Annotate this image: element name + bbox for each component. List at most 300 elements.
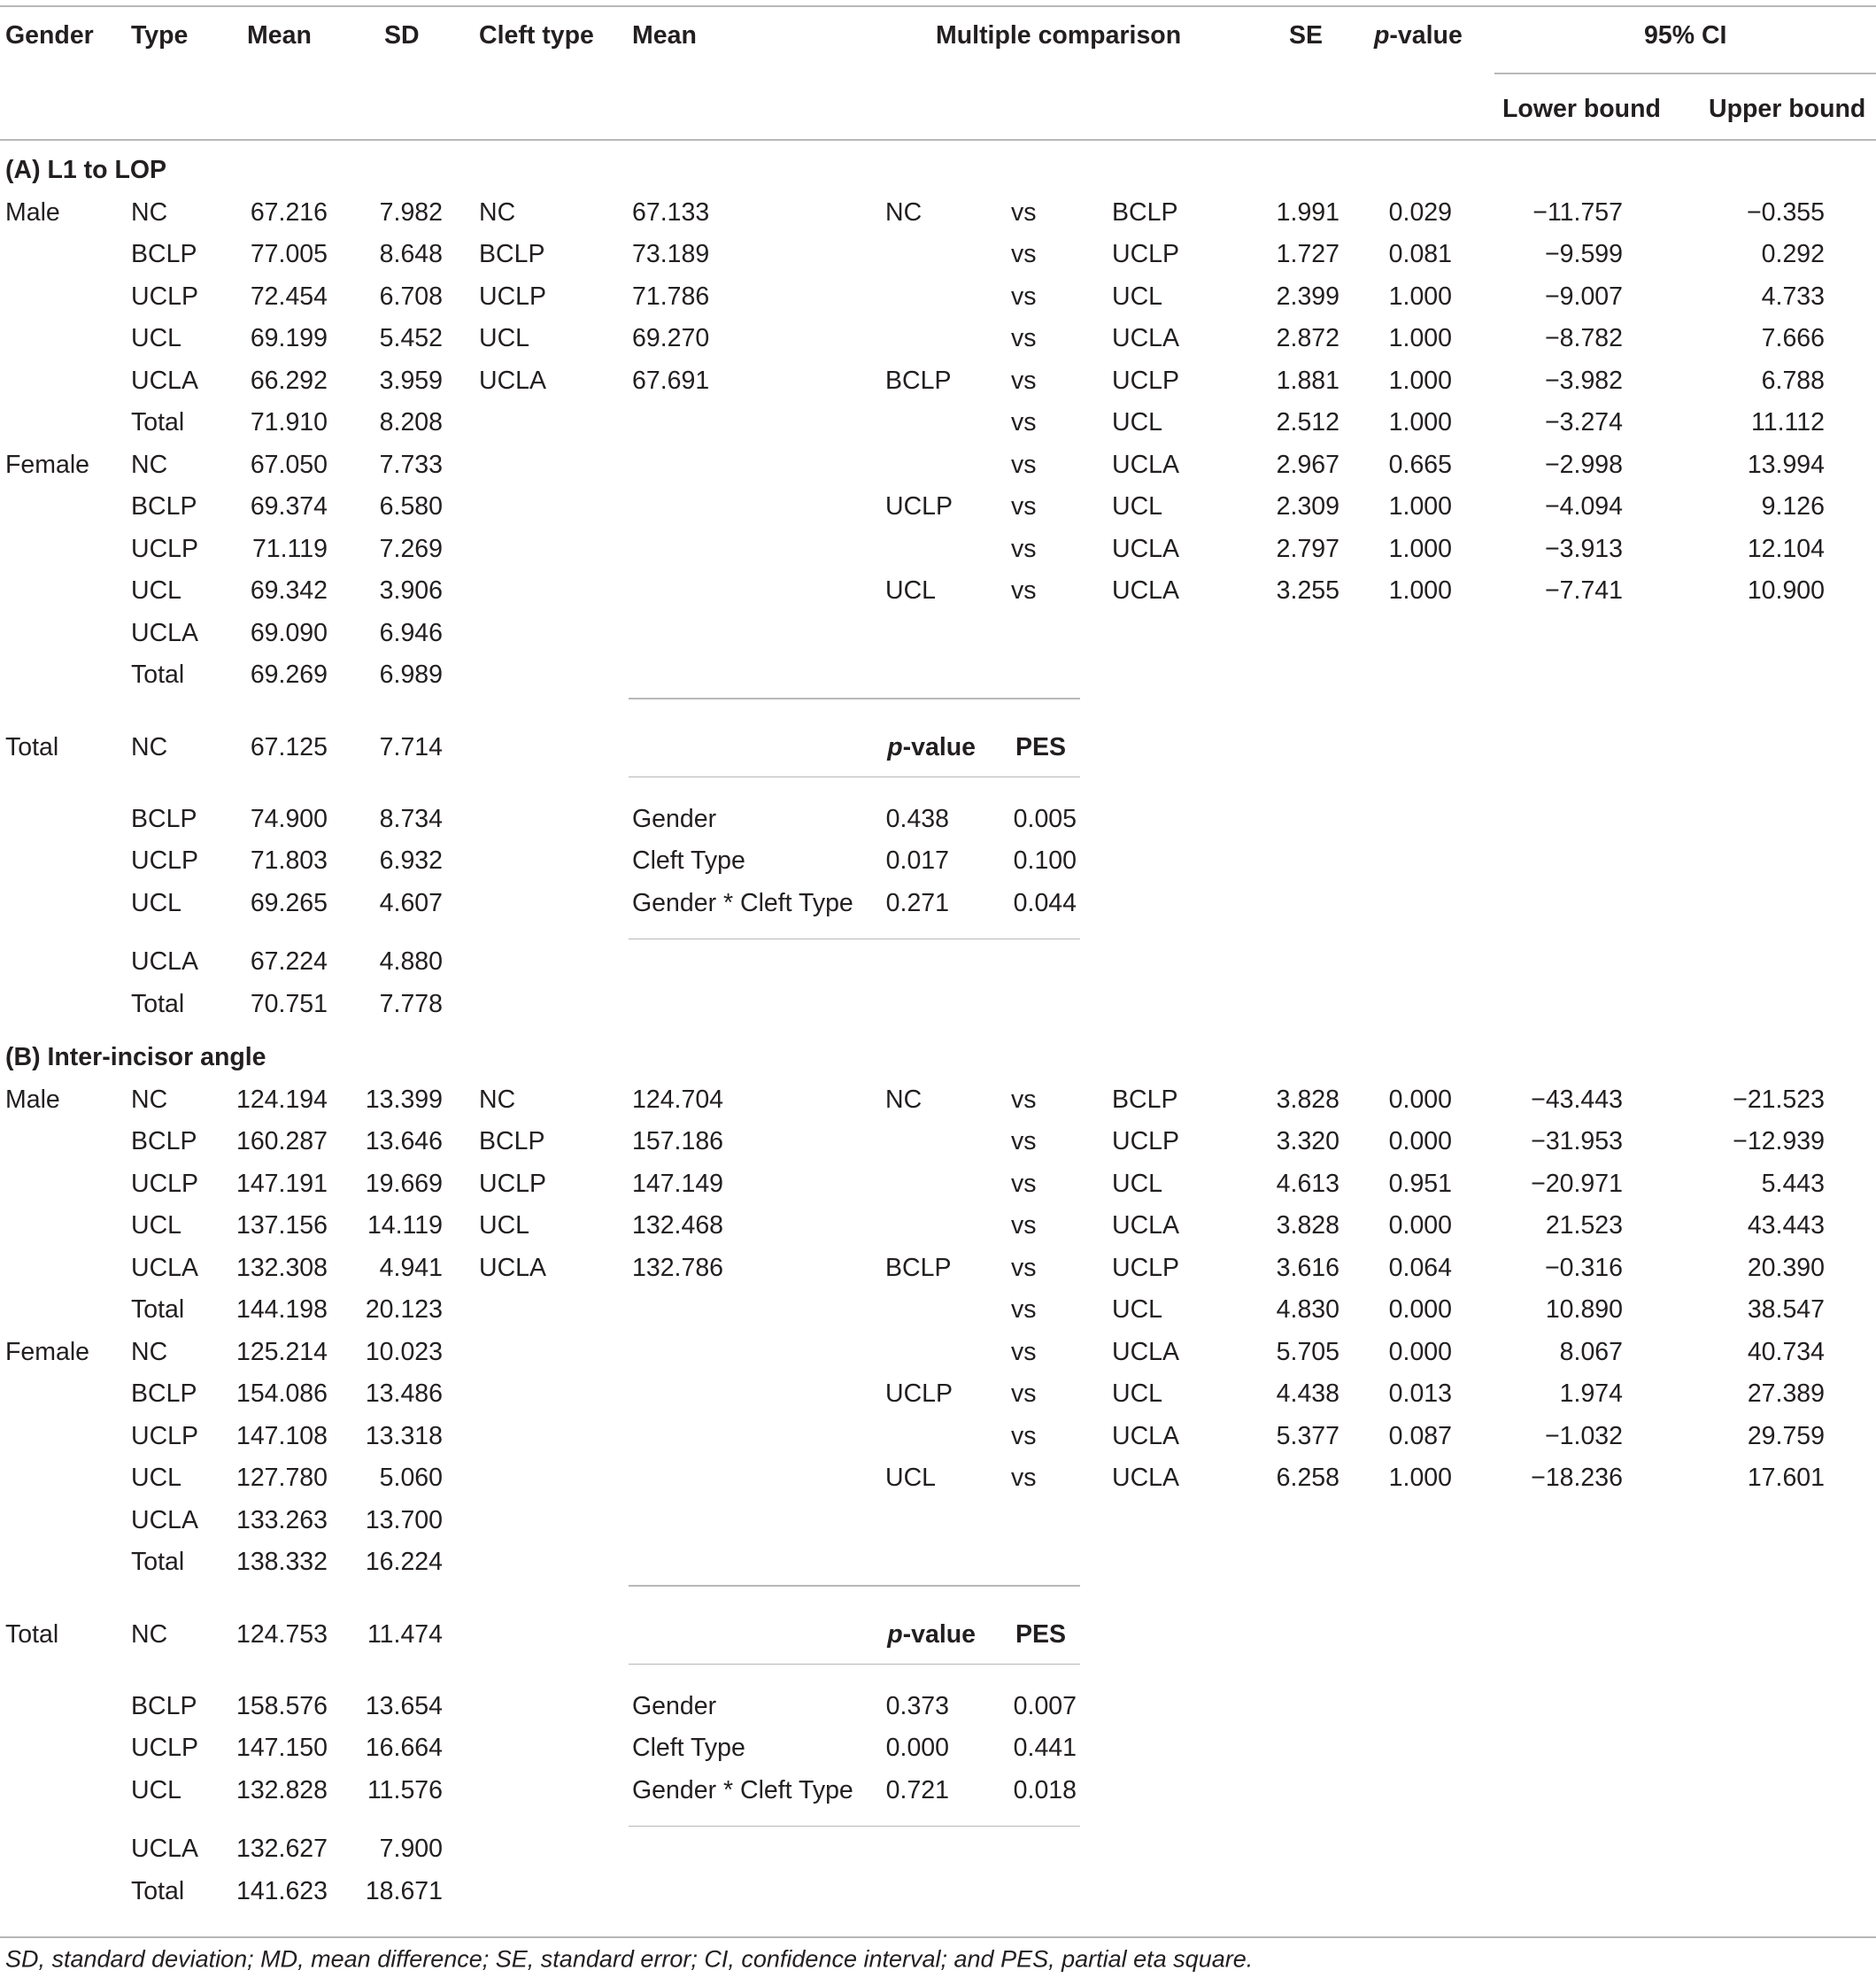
comparison-group-b: UCLA [1112,534,1180,563]
comparison-vs: vs [1011,1126,1037,1155]
anova-header-rule [629,1664,1080,1665]
sd-cell: 11.474 [367,1619,443,1649]
cleft-mean-cell: 157.186 [632,1126,724,1155]
se-cell: 1.881 [1276,366,1339,395]
lower-bound-cell: −3.274 [1545,407,1623,437]
cleft-type-cell: NC [479,197,516,227]
comparison-group-b: UCLA [1112,1210,1180,1240]
cleft-mean-cell: 73.189 [632,239,710,268]
mean-cell: 69.342 [250,576,328,605]
comparison-vs: vs [1011,407,1037,437]
cleft-type-cell: UCLP [479,1169,547,1198]
header-cleft-mean: Mean [632,20,697,50]
se-cell: 2.872 [1276,323,1339,352]
anova-pes: 0.007 [1013,1691,1077,1720]
lower-bound-cell: −9.599 [1545,239,1623,268]
header-ci: 95% CI [1644,20,1727,50]
upper-bound-cell: 27.389 [1747,1379,1825,1408]
header-lower-bound: Lower bound [1502,94,1661,123]
mean-cell: 144.198 [235,1294,328,1324]
cleft-mean-cell: 67.691 [632,366,710,395]
sd-cell: 7.982 [379,197,443,227]
gender-label: Total [5,732,59,761]
p-value-cell: 0.081 [1388,239,1452,268]
upper-bound-cell: 4.733 [1761,282,1825,311]
cleft-type-cell: BCLP [479,1126,545,1155]
type-cell: UCL [131,1463,182,1492]
p-value-cell: 1.000 [1388,576,1452,605]
anova-top-rule [629,698,1080,699]
lower-bound-cell: −1.032 [1545,1421,1623,1450]
mean-cell: 147.191 [235,1169,328,1198]
comparison-group-a: BCLP [885,1253,952,1282]
sd-cell: 7.714 [379,732,443,761]
cleft-type-cell: BCLP [479,239,545,268]
comparison-vs: vs [1011,534,1037,563]
table-top-rule [0,5,1876,7]
section-title: (A) L1 to LOP [5,155,167,184]
mean-cell: 160.287 [235,1126,328,1155]
type-cell: UCLP [131,846,199,875]
mean-cell: 69.374 [250,491,328,521]
anova-bottom-rule [629,939,1080,940]
comparison-vs: vs [1011,1253,1037,1282]
upper-bound-cell: 38.547 [1747,1294,1825,1324]
comparison-group-b: UCL [1112,407,1163,437]
sd-cell: 10.023 [365,1337,443,1366]
upper-bound-cell: 10.900 [1747,576,1825,605]
comparison-group-b: UCLA [1112,1421,1180,1450]
table-bottom-rule [0,1936,1876,1938]
sd-cell: 7.778 [379,989,443,1018]
type-cell: UCLA [131,618,199,647]
header-cleft-type: Cleft type [479,20,594,50]
lower-bound-cell: 1.974 [1559,1379,1623,1408]
se-cell: 5.377 [1276,1421,1339,1450]
comparison-group-b: UCLA [1112,1337,1180,1366]
comparison-group-b: UCL [1112,1294,1163,1324]
upper-bound-cell: 43.443 [1747,1210,1825,1240]
mean-cell: 72.454 [250,282,328,311]
comparison-vs: vs [1011,323,1037,352]
comparison-vs: vs [1011,1169,1037,1198]
se-cell: 2.797 [1276,534,1339,563]
anova-effect-label: Gender * Cleft Type [632,888,853,917]
type-cell: BCLP [131,239,197,268]
anova-pes: 0.044 [1013,888,1077,917]
sd-cell: 19.669 [365,1169,443,1198]
sd-cell: 8.648 [379,239,443,268]
p-value-cell: 0.000 [1388,1085,1452,1114]
anova-top-rule [629,1585,1080,1587]
sd-cell: 6.946 [379,618,443,647]
anova-p-value: 0.373 [885,1691,949,1720]
header-upper-bound: Upper bound [1709,94,1866,123]
se-cell: 4.613 [1276,1169,1339,1198]
sd-cell: 16.224 [365,1547,443,1576]
mean-cell: 124.194 [235,1085,328,1114]
sd-cell: 6.580 [379,491,443,521]
mean-cell: 67.050 [250,450,328,479]
gender-label: Total [5,1619,59,1649]
mean-cell: 71.803 [250,846,328,875]
p-value-cell: 0.064 [1388,1253,1452,1282]
mean-cell: 158.576 [235,1691,328,1720]
anova-header-p-value: p-value [887,732,976,761]
header-bottom-rule [0,139,1876,141]
p-value-cell: 1.000 [1388,407,1452,437]
mean-cell: 69.090 [250,618,328,647]
anova-effect-label: Gender [632,1691,717,1720]
mean-cell: 147.108 [235,1421,328,1450]
upper-bound-cell: 6.788 [1761,366,1825,395]
lower-bound-cell: −3.982 [1545,366,1623,395]
lower-bound-cell: −0.316 [1545,1253,1623,1282]
anova-header-pes: PES [1015,732,1066,761]
type-cell: NC [131,197,168,227]
lower-bound-cell: −43.443 [1531,1085,1623,1114]
sd-cell: 13.318 [365,1421,443,1450]
type-cell: Total [131,407,185,437]
comparison-vs: vs [1011,197,1037,227]
mean-cell: 67.224 [250,947,328,976]
comparison-vs: vs [1011,1294,1037,1324]
lower-bound-cell: −31.953 [1531,1126,1623,1155]
comparison-vs: vs [1011,239,1037,268]
anova-pes: 0.018 [1013,1775,1077,1804]
se-cell: 1.727 [1276,239,1339,268]
upper-bound-cell: 20.390 [1747,1253,1825,1282]
anova-pes: 0.100 [1013,846,1077,875]
cleft-type-cell: UCLA [479,1253,547,1282]
mean-cell: 141.623 [235,1876,328,1905]
mean-cell: 132.828 [235,1775,328,1804]
header-multiple-comparison: Multiple comparison [936,20,1182,50]
sd-cell: 13.399 [365,1085,443,1114]
p-value-cell: 1.000 [1388,366,1452,395]
type-cell: UCLP [131,282,199,311]
p-value-cell: 0.951 [1388,1169,1452,1198]
anova-pes: 0.441 [1013,1733,1077,1762]
type-cell: BCLP [131,804,197,833]
anova-effect-label: Gender * Cleft Type [632,1775,853,1804]
type-cell: UCL [131,576,182,605]
sd-cell: 7.733 [379,450,443,479]
gender-label: Female [5,450,90,479]
mean-cell: 127.780 [235,1463,328,1492]
sd-cell: 3.959 [379,366,443,395]
mean-cell: 125.214 [235,1337,328,1366]
comparison-group-a: UCLP [885,1379,953,1408]
se-cell: 2.967 [1276,450,1339,479]
anova-p-value: 0.000 [885,1733,949,1762]
upper-bound-cell: 29.759 [1747,1421,1825,1450]
p-value-cell: 1.000 [1388,323,1452,352]
upper-bound-cell: −12.939 [1733,1126,1825,1155]
upper-bound-cell: 40.734 [1747,1337,1825,1366]
gender-label: Male [5,1085,60,1114]
sd-cell: 13.700 [365,1505,443,1534]
lower-bound-cell: −2.998 [1545,450,1623,479]
mean-cell: 67.125 [250,732,328,761]
anova-p-value: 0.271 [885,888,949,917]
cleft-type-cell: NC [479,1085,516,1114]
lower-bound-cell: 10.890 [1545,1294,1623,1324]
se-cell: 2.399 [1276,282,1339,311]
p-value-cell: 0.000 [1388,1337,1452,1366]
type-cell: BCLP [131,1379,197,1408]
cleft-type-cell: UCL [479,1210,530,1240]
gender-label: Male [5,197,60,227]
type-cell: Total [131,1876,185,1905]
anova-p-value: 0.017 [885,846,949,875]
mean-cell: 74.900 [250,804,328,833]
comparison-vs: vs [1011,1085,1037,1114]
ci-header-rule [1494,73,1876,74]
cleft-mean-cell: 67.133 [632,197,710,227]
p-value-cell: 0.013 [1388,1379,1452,1408]
comparison-group-b: UCLA [1112,576,1180,605]
p-value-cell: 0.665 [1388,450,1452,479]
header-sd: SD [384,20,420,50]
p-value-cell: 1.000 [1388,534,1452,563]
mean-cell: 67.216 [250,197,328,227]
mean-cell: 69.265 [250,888,328,917]
type-cell: BCLP [131,491,197,521]
type-cell: Total [131,1547,185,1576]
mean-cell: 69.199 [250,323,328,352]
mean-cell: 71.119 [251,534,328,563]
comparison-group-b: UCLA [1112,323,1180,352]
se-cell: 3.828 [1276,1210,1339,1240]
sd-cell: 16.664 [365,1733,443,1762]
sd-cell: 6.989 [379,660,443,689]
type-cell: UCLP [131,1733,199,1762]
lower-bound-cell: −11.757 [1532,197,1623,227]
lower-bound-cell: −18.236 [1531,1463,1623,1492]
comparison-vs: vs [1011,1210,1037,1240]
header-se: SE [1289,20,1324,50]
type-cell: NC [131,732,168,761]
sd-cell: 20.123 [365,1294,443,1324]
type-cell: UCLP [131,1421,199,1450]
type-cell: UCLA [131,1505,199,1534]
comparison-group-b: UCL [1112,1379,1163,1408]
se-cell: 5.705 [1276,1337,1339,1366]
cleft-mean-cell: 124.704 [632,1085,724,1114]
comparison-group-b: UCLP [1112,1253,1180,1282]
mean-cell: 132.627 [235,1834,328,1863]
mean-cell: 71.910 [250,407,328,437]
sd-cell: 13.654 [365,1691,443,1720]
sd-cell: 5.060 [379,1463,443,1492]
upper-bound-cell: 12.104 [1747,534,1825,563]
comparison-vs: vs [1011,1421,1037,1450]
comparison-group-b: UCLP [1112,239,1180,268]
sd-cell: 18.671 [365,1876,443,1905]
comparison-group-b: UCL [1112,1169,1163,1198]
comparison-group-b: UCLP [1112,1126,1180,1155]
anova-effect-label: Gender [632,804,717,833]
comparison-vs: vs [1011,450,1037,479]
type-cell: UCLA [131,1834,199,1863]
header-type: Type [131,20,189,50]
mean-cell: 77.005 [250,239,328,268]
header-mean: Mean [247,20,312,50]
upper-bound-cell: 11.112 [1751,407,1825,437]
comparison-group-b: UCL [1112,491,1163,521]
comparison-vs: vs [1011,1463,1037,1492]
upper-bound-cell: −21.523 [1733,1085,1825,1114]
comparison-vs: vs [1011,491,1037,521]
cleft-type-cell: UCLA [479,366,547,395]
anova-effect-label: Cleft Type [632,846,745,875]
anova-effect-label: Cleft Type [632,1733,745,1762]
upper-bound-cell: −0.355 [1747,197,1825,227]
lower-bound-cell: −7.741 [1545,576,1623,605]
p-value-cell: 0.000 [1388,1294,1452,1324]
type-cell: UCLA [131,366,199,395]
upper-bound-cell: 0.292 [1761,239,1825,268]
lower-bound-cell: 21.523 [1545,1210,1623,1240]
type-cell: BCLP [131,1691,197,1720]
comparison-group-b: BCLP [1112,1085,1178,1114]
comparison-vs: vs [1011,1337,1037,1366]
lower-bound-cell: −4.094 [1545,491,1623,521]
type-cell: NC [131,1619,168,1649]
type-cell: NC [131,1337,168,1366]
se-cell: 3.320 [1276,1126,1339,1155]
p-value-cell: 0.087 [1388,1421,1452,1450]
type-cell: Total [131,1294,185,1324]
cleft-mean-cell: 71.786 [632,282,710,311]
lower-bound-cell: 8.067 [1559,1337,1623,1366]
anova-header-rule [629,777,1080,778]
anova-p-value: 0.438 [885,804,949,833]
sd-cell: 6.708 [379,282,443,311]
sd-cell: 8.208 [379,407,443,437]
lower-bound-cell: −9.007 [1545,282,1623,311]
sd-cell: 13.486 [365,1379,443,1408]
type-cell: UCLA [131,947,199,976]
type-cell: UCL [131,1210,182,1240]
mean-cell: 133.263 [235,1505,328,1534]
sd-cell: 4.941 [379,1253,443,1282]
anova-bottom-rule [629,1826,1080,1827]
type-cell: NC [131,450,168,479]
sd-cell: 7.269 [379,534,443,563]
upper-bound-cell: 7.666 [1761,323,1825,352]
p-value-cell: 1.000 [1388,1463,1452,1492]
type-cell: UCL [131,1775,182,1804]
comparison-vs: vs [1011,366,1037,395]
sd-cell: 6.932 [379,846,443,875]
footnote: SD, standard deviation; MD, mean difference; SE, standard error; CI, confidence interval; and PES, partial eta square. [5,1945,1254,1973]
p-value-cell: 1.000 [1388,282,1452,311]
upper-bound-cell: 9.126 [1761,491,1825,521]
header-p-value: p-value [1374,20,1463,50]
comparison-group-b: BCLP [1112,197,1178,227]
mean-cell: 147.150 [235,1733,328,1762]
cleft-mean-cell: 132.468 [632,1210,724,1240]
p-value-cell: 0.000 [1388,1126,1452,1155]
type-cell: UCLP [131,1169,199,1198]
comparison-group-b: UCLP [1112,366,1180,395]
type-cell: UCLA [131,1253,199,1282]
mean-cell: 70.751 [250,989,328,1018]
p-value-cell: 1.000 [1388,491,1452,521]
sd-cell: 11.576 [367,1775,443,1804]
comparison-group-a: BCLP [885,366,952,395]
se-cell: 2.512 [1276,407,1339,437]
sd-cell: 7.900 [379,1834,443,1863]
se-cell: 4.438 [1276,1379,1339,1408]
lower-bound-cell: −3.913 [1545,534,1623,563]
sd-cell: 4.607 [379,888,443,917]
sd-cell: 3.906 [379,576,443,605]
mean-cell: 132.308 [235,1253,328,1282]
header-gender: Gender [5,20,94,50]
type-cell: UCL [131,888,182,917]
se-cell: 6.258 [1276,1463,1339,1492]
lower-bound-cell: −20.971 [1531,1169,1623,1198]
se-cell: 1.991 [1276,197,1339,227]
gender-label: Female [5,1337,90,1366]
se-cell: 3.616 [1276,1253,1339,1282]
type-cell: UCLP [131,534,199,563]
type-cell: BCLP [131,1126,197,1155]
comparison-vs: vs [1011,282,1037,311]
se-cell: 4.830 [1276,1294,1339,1324]
anova-p-value: 0.721 [885,1775,949,1804]
se-cell: 2.309 [1276,491,1339,521]
comparison-vs: vs [1011,576,1037,605]
cleft-type-cell: UCL [479,323,530,352]
mean-cell: 138.332 [235,1547,328,1576]
mean-cell: 66.292 [250,366,328,395]
mean-cell: 124.753 [235,1619,328,1649]
mean-cell: 69.269 [250,660,328,689]
comparison-group-b: UCLA [1112,1463,1180,1492]
p-value-cell: 0.029 [1388,197,1452,227]
comparison-group-a: UCL [885,576,937,605]
comparison-group-a: NC [885,197,923,227]
cleft-mean-cell: 132.786 [632,1253,724,1282]
upper-bound-cell: 5.443 [1761,1169,1825,1198]
upper-bound-cell: 17.601 [1747,1463,1825,1492]
type-cell: NC [131,1085,168,1114]
se-cell: 3.255 [1276,576,1339,605]
p-value-cell: 0.000 [1388,1210,1452,1240]
sd-cell: 5.452 [379,323,443,352]
anova-header-pes: PES [1015,1619,1066,1649]
section-title: (B) Inter-incisor angle [5,1042,266,1071]
mean-cell: 154.086 [235,1379,328,1408]
type-cell: Total [131,660,185,689]
type-cell: Total [131,989,185,1018]
type-cell: UCL [131,323,182,352]
comparison-group-b: UCLA [1112,450,1180,479]
mean-cell: 137.156 [235,1210,328,1240]
comparison-group-a: UCLP [885,491,953,521]
comparison-group-b: UCL [1112,282,1163,311]
lower-bound-cell: −8.782 [1545,323,1623,352]
cleft-type-cell: UCLP [479,282,547,311]
anova-header-p-value: p-value [887,1619,976,1649]
sd-cell: 4.880 [379,947,443,976]
sd-cell: 13.646 [365,1126,443,1155]
comparison-group-a: UCL [885,1463,937,1492]
